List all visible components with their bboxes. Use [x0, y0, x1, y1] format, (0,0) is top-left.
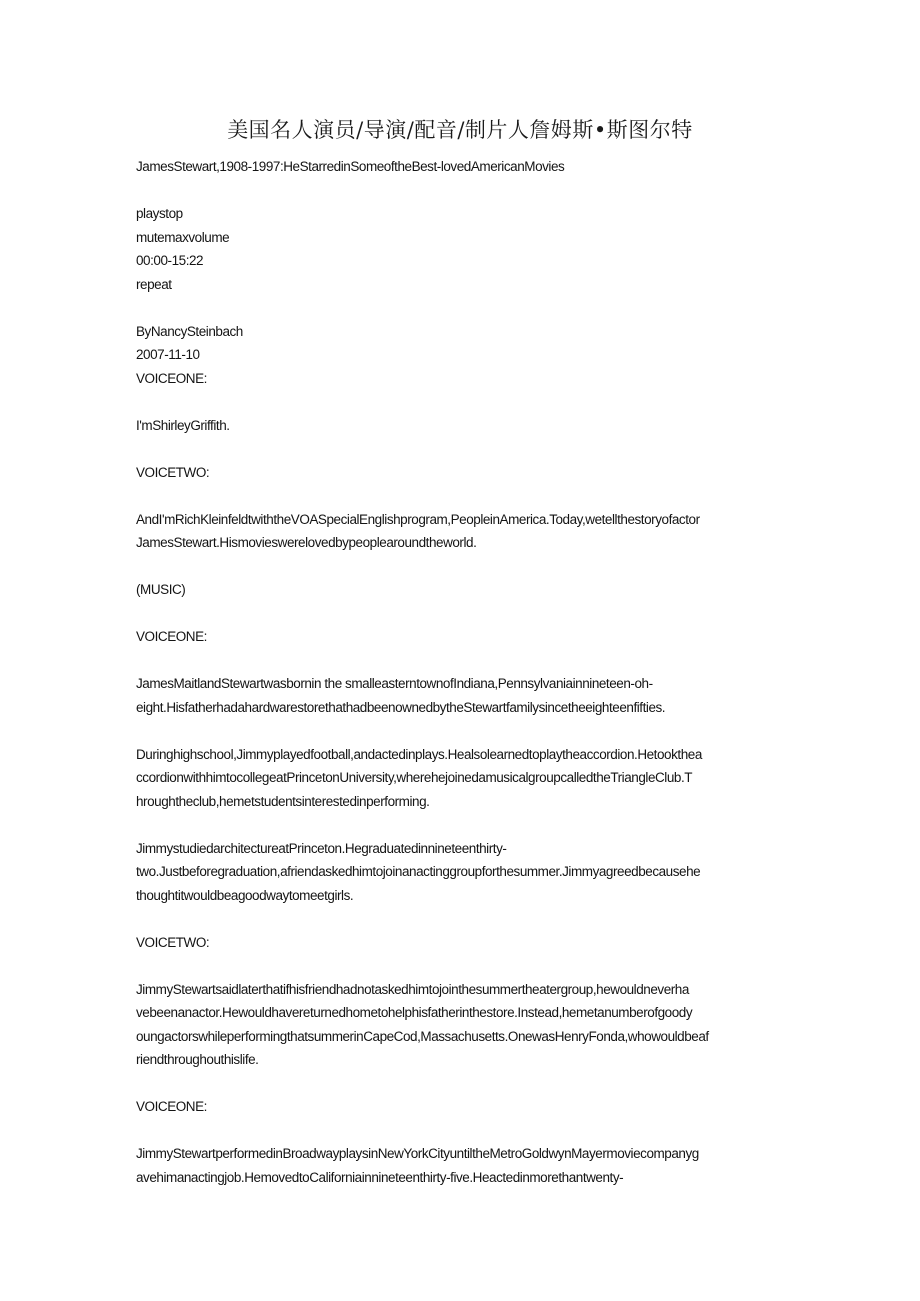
paragraph-line: Duringhighschool,Jimmyplayedfootball,andactedinplays.Healsolearnedtoplaytheaccordion.Hetookthea — [136, 746, 702, 762]
speaker-label: VOICEONE: — [136, 1099, 207, 1114]
speaker-label: VOICETWO: — [136, 934, 210, 950]
speaker-label: VOICEONE: — [136, 370, 207, 386]
player-play-stop: playstop — [136, 206, 183, 221]
page-title: 美国名人演员/导演/配音/制片人詹姆斯•斯图尔特 — [227, 118, 693, 142]
player-repeat: repeat — [136, 276, 172, 292]
paragraph-line: JimmystudiedarchitectureatPrinceton.Hegraduatedinnineteenthirty- — [136, 840, 507, 856]
player-time: 00:00-15:22 — [136, 253, 204, 268]
paragraph-line: eight.HisfatherhadahardwarestorethathadbeenownedbytheStewartfamilysincetheeighteenfifties. — [136, 699, 666, 715]
paragraph-line: two.Justbeforegraduation,afriendaskedhimtojoinanactinggroupforthesummer.Jimmyagreedbecausehe — [136, 864, 701, 879]
paragraph-line: oungactorswhileperformingthatsummerinCapeCod,Massachusetts.OnewasHenryFonda,whowouldbeaf — [136, 1028, 709, 1044]
article-subtitle: JamesStewart,1908-1997:HeStarredinSomeoftheBest-lovedAmericanMovies — [136, 159, 565, 174]
paragraph-line: ccordionwithhimtocollegeatPrincetonUniversity,wherehejoinedamusicalgroupcalledtheTriangleClub.T — [136, 770, 693, 785]
paragraph-line: riendthroughouthislife. — [136, 1052, 259, 1067]
paragraph-line: AndI'mRichKleinfeldtwiththeVOASpecialEnglishprogram,PeopleinAmerica.Today,wetellthestoryofactor — [136, 511, 700, 527]
paragraph-line: JimmyStewartsaidlaterthatifhisfriendhadnotaskedhimtojointhesummertheatergroup,hewouldneverha — [136, 981, 689, 997]
document-body — [136, 155, 786, 1189]
speaker-label: VOICEONE: — [136, 629, 207, 644]
music-cue: (MUSIC) — [136, 582, 186, 597]
paragraph-line: thoughtitwouldbeagoodwaytomeetgirls. — [136, 887, 354, 903]
player-mute-volume: mutemaxvolume — [136, 229, 230, 245]
paragraph-line: I'mShirleyGriffith. — [136, 417, 230, 433]
byline: ByNancySteinbach — [136, 323, 243, 339]
paragraph-line: JamesMaitlandStewartwasbornin the smalleasterntownofIndiana,Pennsylvaniainnineteen-oh- — [136, 676, 653, 691]
paragraph-line: JamesStewart.Hismovieswerelovedbypeoplearoundtheworld. — [136, 535, 477, 550]
date: 2007-11-10 — [136, 347, 200, 362]
paragraph-line: JimmyStewartperformedinBroadwayplaysinNewYorkCityuntiltheMetroGoldwynMayermoviecompanyg — [136, 1146, 699, 1161]
paragraph-line: hroughtheclub,hemetstudentsinterestedinperforming. — [136, 793, 430, 809]
speaker-label: VOICETWO: — [136, 464, 210, 480]
paragraph-line: avehimanactingjob.HemovedtoCaliforniainnineteenthirty-five.Heactedinmorethantwenty- — [136, 1169, 624, 1185]
paragraph-line: vebeenanactor.Hewouldhavereturnedhometohelphisfatherinthestore.Instead,hemetanumberofgoody — [136, 1005, 693, 1020]
